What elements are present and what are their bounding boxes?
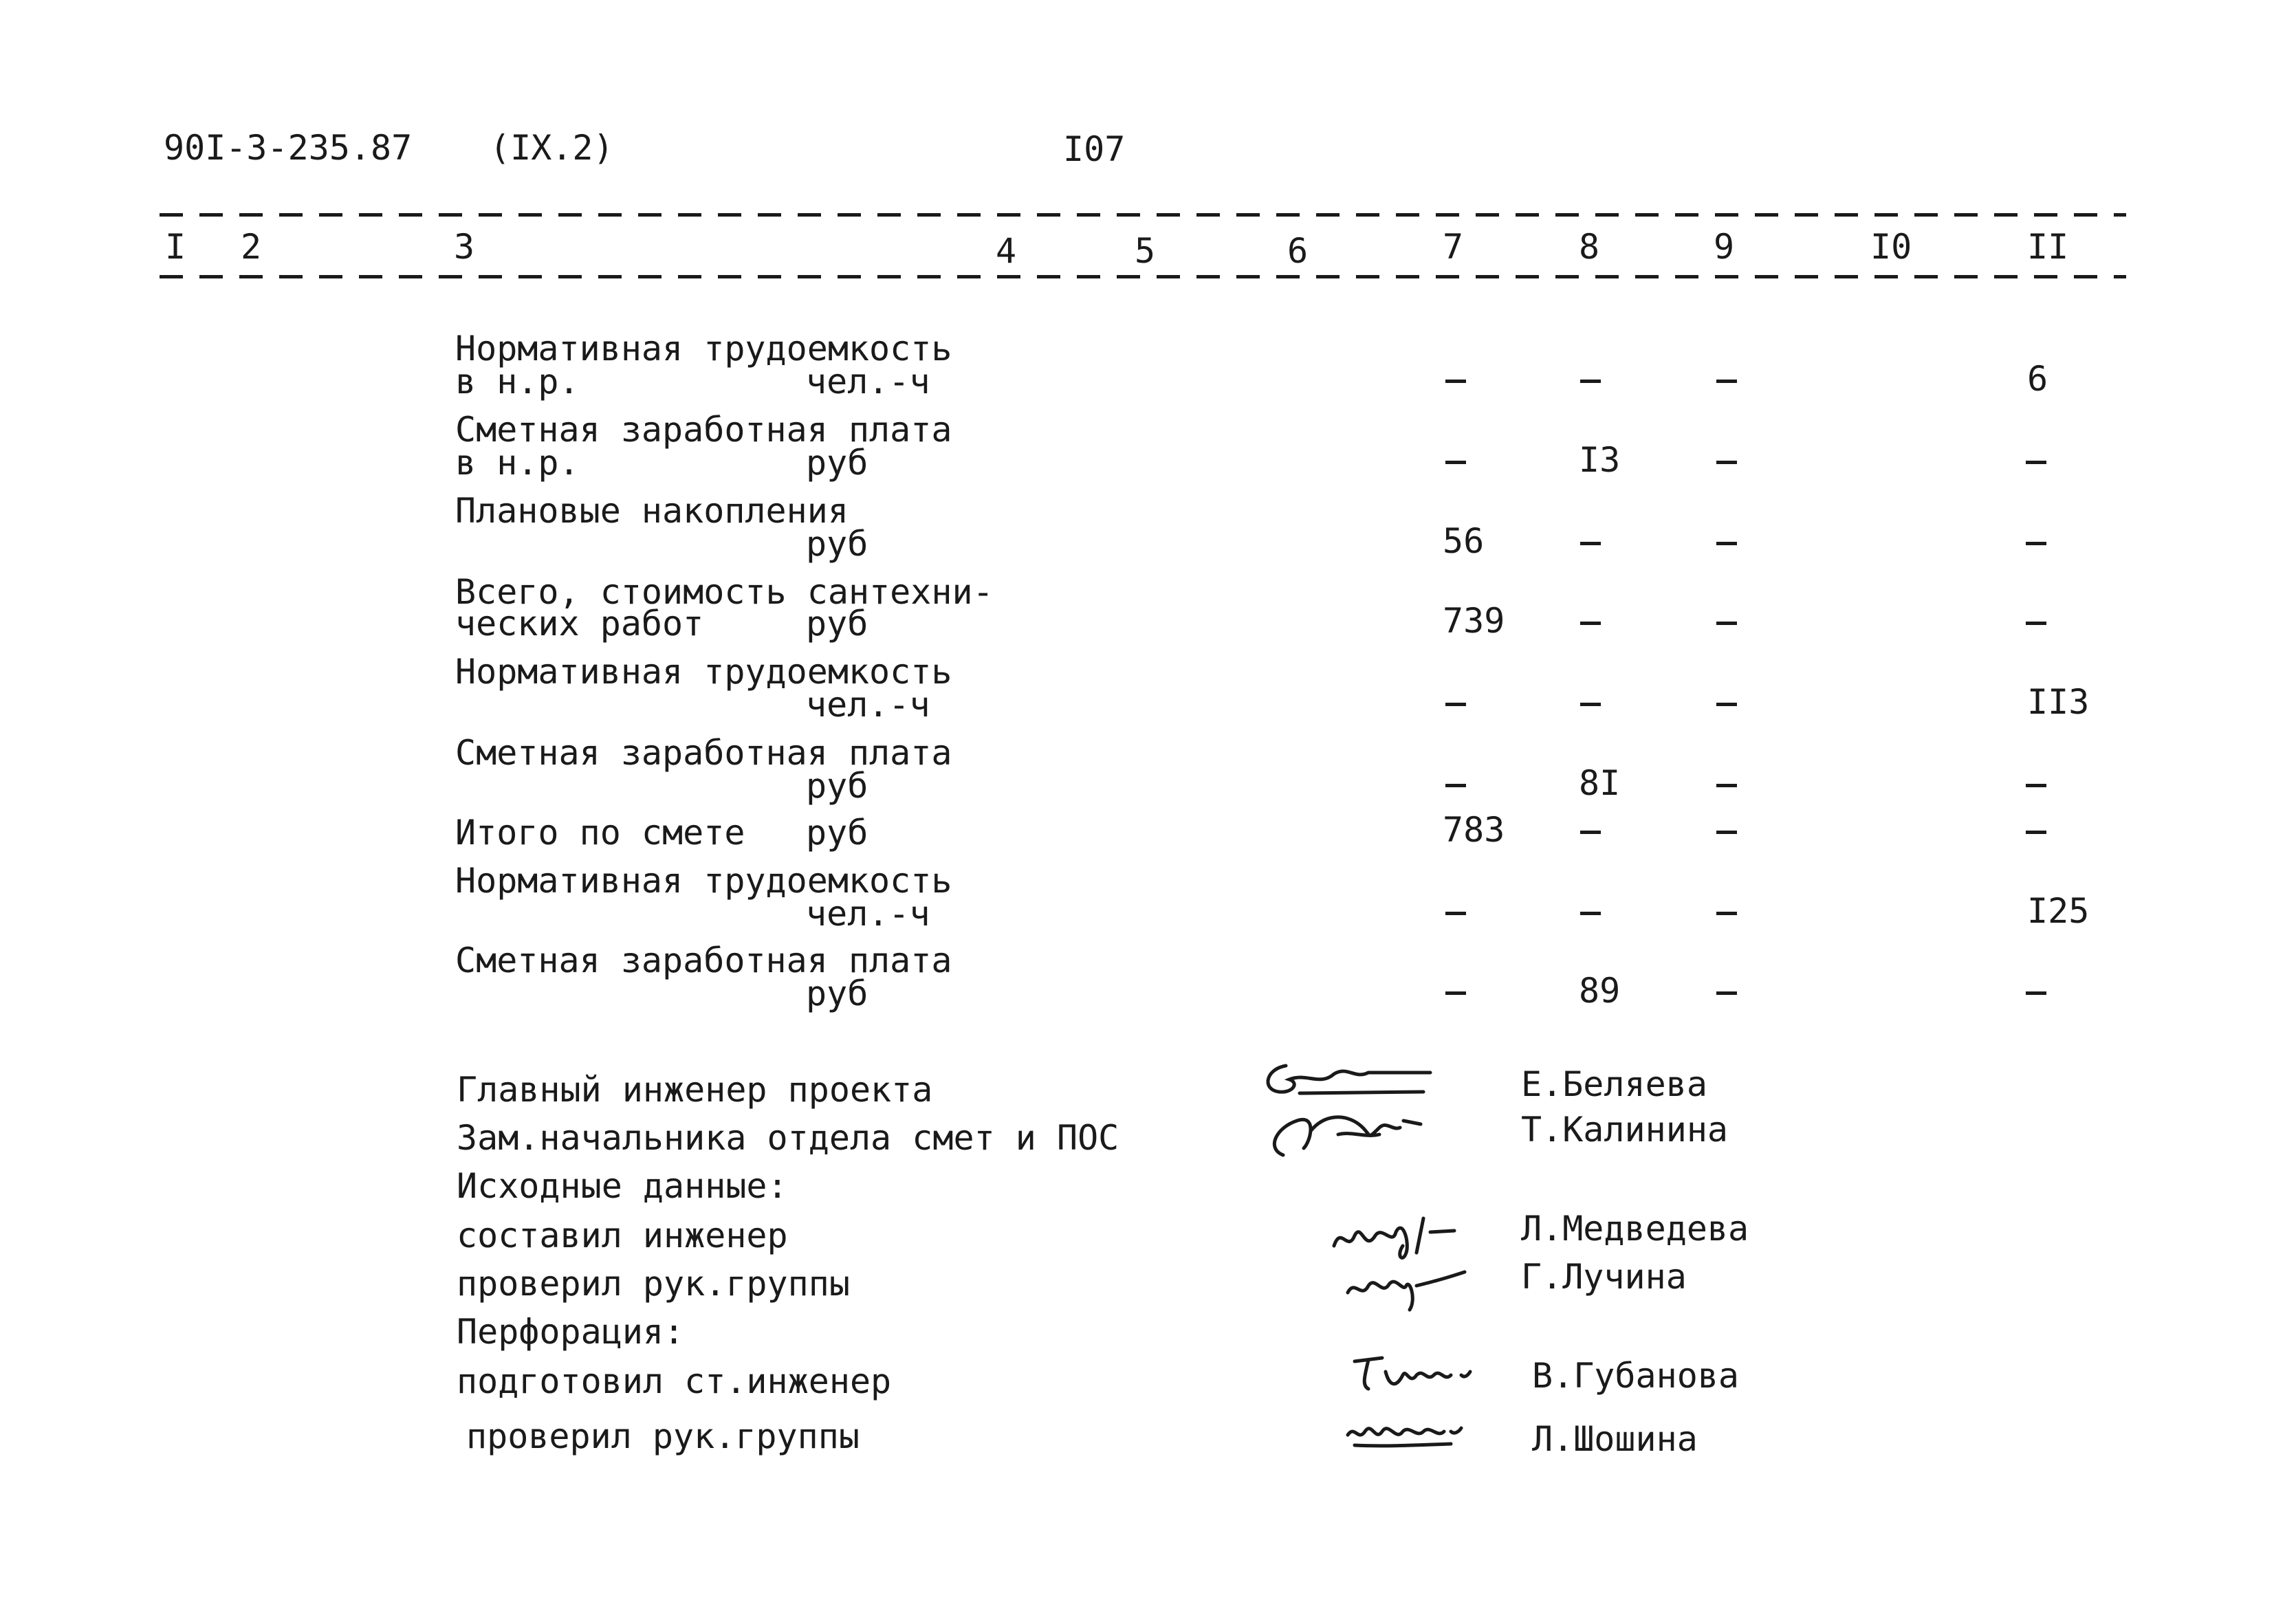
cell-dash-c9 — [1716, 991, 1737, 995]
section-code: (IX.2) — [490, 128, 614, 168]
cell-value-c7: 783 — [1443, 810, 1505, 850]
row-unit: руб — [806, 604, 868, 644]
column-header-1: I — [165, 227, 186, 267]
cell-dash-c7 — [1445, 784, 1466, 787]
row-unit: чел.-ч — [806, 362, 930, 402]
signee-name: Т.Калинина — [1521, 1110, 1729, 1150]
column-header-11: II — [2027, 227, 2069, 267]
signature-role: проверил рук.группы — [457, 1264, 850, 1304]
cell-dash-c8 — [1580, 912, 1601, 915]
cell-value-c8: I3 — [1579, 440, 1621, 480]
signature-role: составил инженер — [457, 1216, 788, 1255]
cell-dash-c11 — [2026, 461, 2046, 464]
column-header-3: 3 — [454, 227, 475, 267]
row-label-line1: Итого по смете — [455, 813, 745, 853]
cell-value-c11: II3 — [2027, 682, 2090, 722]
header-top-rule — [160, 213, 2126, 217]
row-label-line1: Плановые накопления — [455, 491, 849, 531]
signature-role: проверил рук.группы — [466, 1416, 860, 1456]
cell-dash-c9 — [1716, 461, 1737, 464]
cell-dash-c8 — [1580, 831, 1601, 834]
document-code: 90I-3-235.87 — [164, 128, 413, 168]
cell-dash-c7 — [1445, 912, 1466, 915]
cell-dash-c9 — [1716, 703, 1737, 706]
column-header-9: 9 — [1714, 227, 1735, 267]
cell-dash-c11 — [2026, 542, 2046, 545]
row-label-line2: ческих работ — [455, 604, 704, 644]
column-header-6: 6 — [1287, 231, 1309, 271]
signee-name: Л.Медведева — [1521, 1209, 1749, 1249]
row-label-line1: Нормативная трудоемкость — [455, 861, 952, 901]
cell-value-c8: 8I — [1579, 763, 1621, 803]
row-label-line2: в н.р. — [455, 443, 580, 483]
column-header-7: 7 — [1443, 227, 1464, 267]
cell-dash-c11 — [2026, 622, 2046, 625]
handwritten-signature-kalinina — [1262, 1100, 1441, 1162]
page-number: I07 — [1063, 129, 1126, 169]
signee-name: В.Губанова — [1532, 1356, 1740, 1396]
handwritten-signature-beliaeva — [1258, 1052, 1437, 1107]
signature-role: Главный инженер проекта — [457, 1070, 933, 1110]
column-header-4: 4 — [996, 231, 1017, 271]
cell-value-c8: 89 — [1579, 971, 1621, 1011]
row-label-line2: в н.р. — [455, 362, 580, 402]
cell-dash-c9 — [1716, 380, 1737, 383]
row-label-line1: Нормативная трудоемкость — [455, 329, 952, 369]
column-header-10: I0 — [1870, 227, 1912, 267]
cell-dash-c11 — [2026, 991, 2046, 995]
row-unit: руб — [806, 766, 868, 806]
handwritten-signature-gubanova — [1348, 1348, 1485, 1403]
row-unit: руб — [806, 974, 868, 1013]
cell-dash-c9 — [1716, 622, 1737, 625]
column-header-5: 5 — [1135, 231, 1156, 271]
cell-dash-c7 — [1445, 380, 1466, 383]
handwritten-signature-shoshina — [1341, 1411, 1478, 1459]
signee-name: Г.Лучина — [1521, 1257, 1687, 1297]
handwritten-signature-medvedeva — [1327, 1205, 1465, 1266]
cell-value-c11: I25 — [2027, 891, 2090, 931]
cell-dash-c8 — [1580, 380, 1601, 383]
cell-dash-c9 — [1716, 831, 1737, 834]
signature-role: подготовил ст.инженер — [457, 1361, 892, 1401]
cell-dash-c9 — [1716, 784, 1737, 787]
row-unit: руб — [806, 813, 868, 853]
row-unit: руб — [806, 524, 868, 564]
cell-value-c7: 56 — [1443, 521, 1485, 561]
handwritten-signature-luchina — [1341, 1258, 1478, 1313]
signee-name: Е.Беляева — [1521, 1064, 1707, 1104]
cell-dash-c8 — [1580, 622, 1601, 625]
cell-dash-c8 — [1580, 542, 1601, 545]
row-label-line1: Сметная заработная плата — [455, 941, 952, 980]
cell-value-c7: 739 — [1443, 601, 1505, 641]
signee-name: Л.Шошина — [1532, 1419, 1698, 1459]
cell-dash-c7 — [1445, 461, 1466, 464]
column-header-8: 8 — [1579, 227, 1600, 267]
row-label-line1: Нормативная трудоемкость — [455, 652, 952, 692]
cell-dash-c9 — [1716, 912, 1737, 915]
signature-section-label: Исходные данные: — [457, 1166, 788, 1206]
row-label-line1: Сметная заработная плата — [455, 733, 952, 773]
cell-dash-c7 — [1445, 991, 1466, 995]
column-header-2: 2 — [241, 227, 262, 267]
cell-dash-c11 — [2026, 831, 2046, 834]
row-unit: чел.-ч — [806, 894, 930, 934]
row-label-line1: Сметная заработная плата — [455, 410, 952, 450]
row-label-line1: Всего, стоимость сантехни- — [455, 572, 994, 612]
cell-dash-c7 — [1445, 703, 1466, 706]
signature-section-label: Перфорация: — [457, 1312, 685, 1352]
row-unit: руб — [806, 443, 868, 483]
signature-role: Зам.начальника отдела смет и ПОС — [457, 1118, 1119, 1158]
cell-dash-c8 — [1580, 703, 1601, 706]
header-bottom-rule — [160, 275, 2126, 278]
cell-dash-c9 — [1716, 542, 1737, 545]
cell-value-c11: 6 — [2027, 359, 2048, 399]
cell-dash-c11 — [2026, 784, 2046, 787]
row-unit: чел.-ч — [806, 685, 930, 725]
